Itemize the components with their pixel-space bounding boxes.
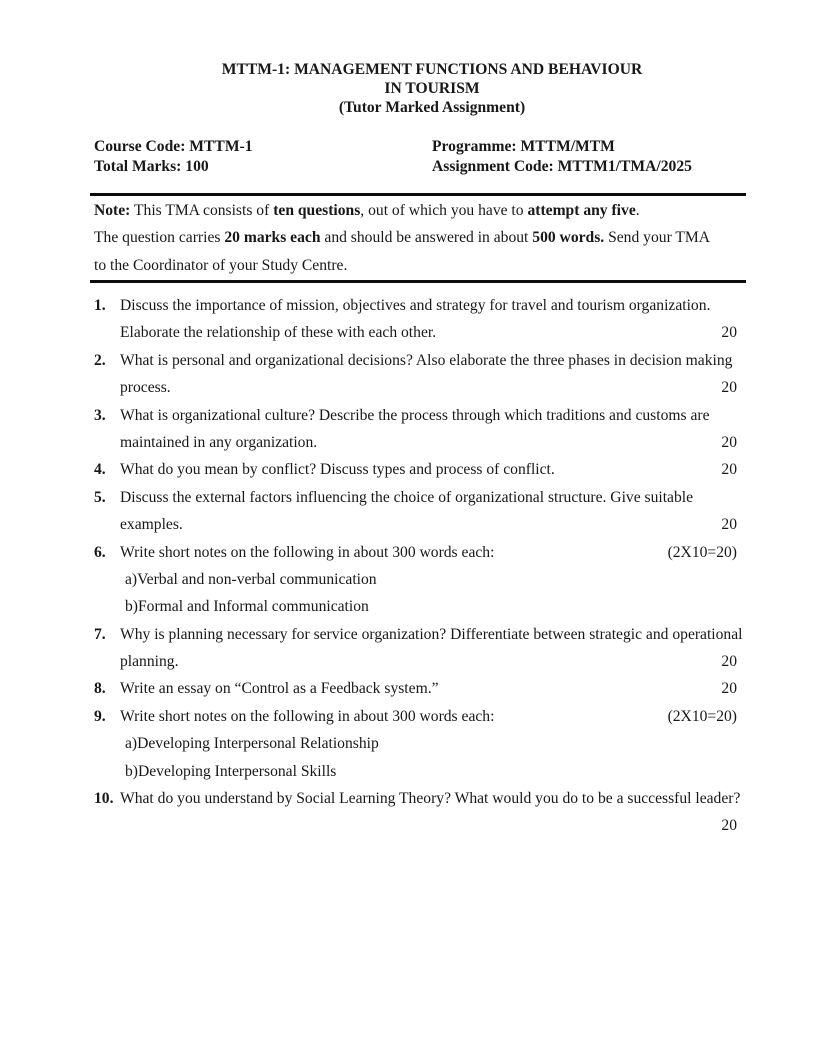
assignment-code-label: Assignment Code: (432, 157, 554, 175)
note-bold-segment: attempt any five (527, 202, 636, 219)
note-segment: and should be answered in about (320, 229, 533, 247)
question-number: 6. (94, 543, 106, 561)
question-line (94, 484, 737, 511)
question-line (94, 374, 737, 401)
question-text: Why is planning necessary for service organization? Differentiate between strategic and operational (120, 625, 743, 643)
note-box (90, 193, 746, 283)
question-text: Discuss the importance of mission, objectives and strategy for travel and tourism organization. (120, 297, 711, 314)
note-segment: , out of which you have to (360, 202, 528, 219)
question-number (94, 374, 120, 401)
note-line (94, 224, 746, 251)
question-line (94, 539, 737, 566)
question-line (94, 703, 737, 730)
subitem-label: a) (125, 570, 138, 588)
question-subitem (94, 758, 737, 785)
course-code-value: MTTM-1 (189, 138, 253, 155)
subitem-text: Verbal and non-verbal communication (137, 570, 377, 588)
total-marks-label: Total Marks: (94, 157, 182, 175)
question-line (94, 812, 737, 839)
question-line (94, 648, 737, 675)
question-text: What is organizational culture? Describe the process through which traditions and customs are (120, 406, 710, 424)
subitem-label: a) (125, 735, 138, 753)
subitem-label: b) (125, 598, 138, 616)
question-marks: (2X10=20) (667, 707, 737, 725)
question-number (94, 648, 120, 675)
doc-title-line2: IN TOURISM (384, 80, 480, 97)
question-number: 3. (94, 406, 106, 424)
total-marks (94, 157, 253, 177)
assignment-code-value: MTTM1/TMA/2025 (557, 157, 692, 175)
question-line (94, 675, 737, 702)
question-number (94, 812, 120, 839)
question-line (94, 456, 737, 483)
total-marks-value: 100 (185, 157, 209, 175)
note-line (94, 252, 746, 279)
programme-label: Programme: (432, 138, 517, 155)
question-line (94, 511, 737, 538)
question-line (94, 621, 743, 648)
question-number: 9. (94, 707, 106, 725)
question-marks: 20 (721, 433, 737, 451)
note-segment: to the Coordinator of your Study Centre. (94, 256, 348, 274)
question-text: Write short notes on the following in about 300 words each: (120, 543, 495, 561)
question-marks: (2X10=20) (667, 543, 737, 561)
meta-left-column (94, 137, 253, 176)
question-marks: 20 (721, 680, 737, 698)
question-text: maintained in any organization. (120, 433, 318, 451)
doc-subtitle: (Tutor Marked Assignment) (338, 99, 526, 116)
question-line (94, 319, 737, 346)
subitem-text: Developing Interpersonal Relationship (137, 735, 379, 753)
note-bold-segment: ten questions (273, 202, 361, 219)
question-number (94, 429, 120, 456)
programme-value: MTTM/MTM (520, 138, 615, 155)
question-line (94, 292, 737, 319)
question-number (94, 319, 120, 346)
question-marks: 20 (721, 324, 737, 342)
question-number: 4. (94, 461, 106, 479)
question-list (94, 292, 743, 840)
question-marks: 20 (721, 653, 737, 671)
question-text (120, 812, 713, 839)
subitem-text: Formal and Informal communication (138, 598, 369, 616)
note-segment: The question carries (94, 229, 225, 247)
doc-title-block (96, 60, 768, 117)
note-bold-segment: Note: (94, 202, 131, 219)
question-number (94, 511, 120, 538)
question-line (94, 429, 737, 456)
question-subitem (94, 593, 737, 620)
note-segment: Send your TMA (604, 229, 711, 247)
note-segment: This TMA consists of (130, 202, 274, 219)
question-text: What do you understand by Social Learning Theory? What would you do to be a successful leader? (120, 790, 741, 808)
question-marks: 20 (721, 461, 737, 479)
question-number: 7. (94, 625, 106, 643)
note-bold-segment: 500 words. (532, 229, 605, 247)
note-bold-segment: 20 marks each (224, 229, 321, 247)
question-number: 1. (94, 297, 106, 314)
question-marks: 20 (721, 379, 737, 397)
question-marks: 20 (721, 817, 737, 835)
meta-right-column (432, 137, 692, 176)
doc-title-line1: MTTM-1: MANAGEMENT FUNCTIONS AND BEHAVIOUR (221, 61, 643, 78)
note-segment: . (635, 202, 640, 219)
course-code (94, 137, 253, 157)
question-number: 10. (94, 790, 114, 808)
question-text: planning. (120, 653, 179, 671)
question-subitem (94, 730, 737, 757)
question-text: process. (120, 379, 171, 397)
programme (432, 137, 692, 157)
question-number: 8. (94, 680, 106, 698)
subitem-label: b) (125, 762, 138, 780)
question-subitem (94, 566, 737, 593)
course-code-label: Course Code: (94, 138, 186, 155)
question-text: What do you mean by conflict? Discuss types and process of conflict. (120, 461, 555, 479)
note-line (94, 197, 746, 224)
question-number: 2. (94, 351, 106, 369)
question-line (94, 402, 737, 429)
subitem-text: Developing Interpersonal Skills (138, 762, 337, 780)
question-text: What is personal and organizational decisions? Also elaborate the three phases in decision making (120, 351, 733, 369)
question-number: 5. (94, 488, 106, 506)
question-line (94, 785, 741, 812)
question-text: Discuss the external factors influencing the choice of organizational structure. Give suitable (120, 488, 694, 506)
question-text: Elaborate the relationship of these with each other. (120, 324, 437, 342)
question-line (94, 347, 737, 374)
question-text: Write an essay on “Control as a Feedback system.” (120, 680, 439, 698)
assignment-code (432, 157, 692, 177)
question-marks: 20 (721, 516, 737, 534)
question-text: Write short notes on the following in about 300 words each: (120, 707, 495, 725)
question-text: examples. (120, 516, 183, 534)
